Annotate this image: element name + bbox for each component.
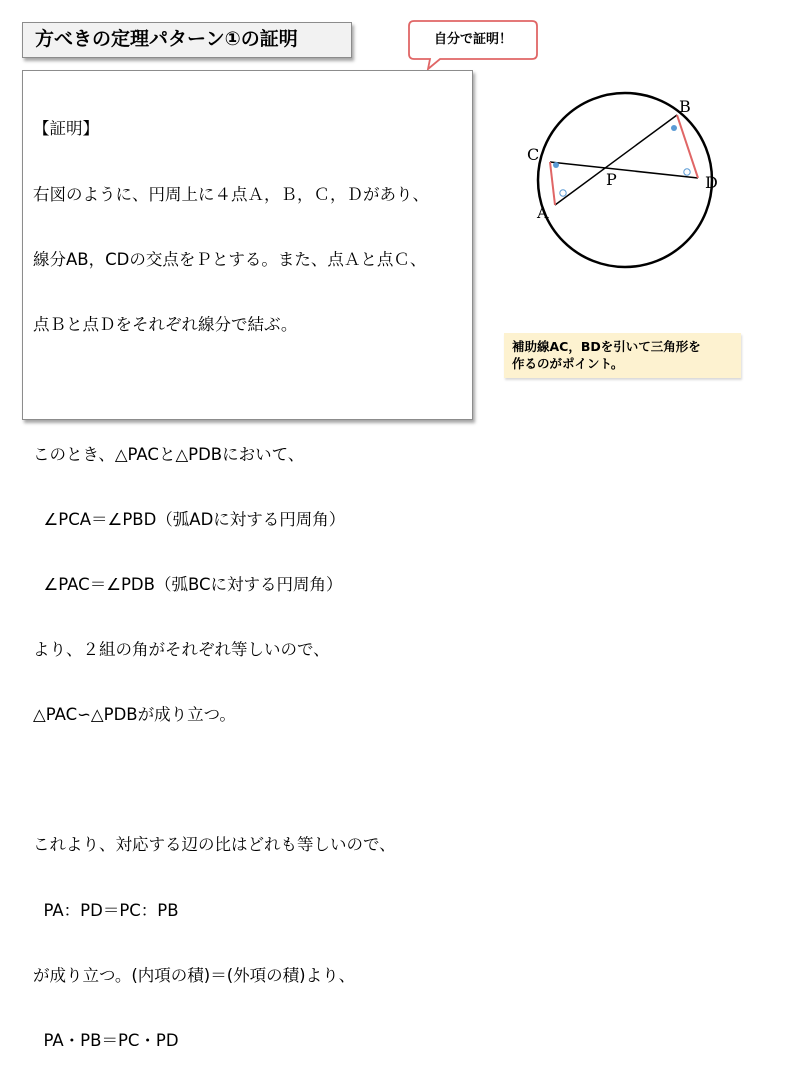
proof-line: ∠PCA＝∠PBD（弧ADに対する円周角） bbox=[33, 509, 346, 529]
proof-box bbox=[22, 70, 473, 1050]
callout bbox=[408, 20, 538, 70]
circle bbox=[538, 93, 712, 267]
label-b: B bbox=[679, 97, 691, 116]
proof-line: 右図のように、円周上に４点Ａ，Ｂ，Ｃ，Ｄがあり、 bbox=[33, 184, 429, 204]
label-a: A bbox=[537, 203, 549, 222]
angle-mark-d bbox=[684, 169, 690, 175]
page-title: 方べきの定理パターン①の証明 bbox=[22, 22, 352, 58]
hint-line: 補助線AC，BDを引いて三角形を bbox=[512, 339, 701, 354]
label-d: D bbox=[705, 173, 718, 192]
proof-line: PA・PB＝PC・PD bbox=[33, 1030, 179, 1050]
circle-figure bbox=[520, 90, 760, 280]
chord-ab bbox=[555, 115, 677, 205]
proof-line: 線分AB，CDの交点をＰとする。また、点Ａと点Ｃ、 bbox=[33, 249, 427, 269]
proof-line bbox=[33, 379, 466, 401]
hint-note bbox=[504, 333, 741, 378]
proof-line: が成り立つ。(内項の積)＝(外項の積)より、 bbox=[33, 965, 356, 985]
proof-line: 【証明】 bbox=[33, 119, 99, 139]
label-c: C bbox=[527, 145, 540, 164]
proof-line: これより、対応する辺の比はどれも等しいので、 bbox=[33, 835, 396, 855]
label-p: P bbox=[606, 170, 617, 189]
angle-mark-a bbox=[560, 190, 566, 196]
angle-mark-b bbox=[671, 125, 677, 131]
proof-line: このとき、△PACと△PDBにおいて、 bbox=[33, 444, 305, 464]
aux-line-ac bbox=[550, 162, 555, 205]
proof-line: △PAC∽△PDBが成り立つ。 bbox=[33, 705, 236, 725]
callout-text: 自分で証明！ bbox=[433, 32, 512, 47]
proof-line: PA：PD＝PC：PB bbox=[33, 900, 179, 920]
hint-line: 作るのがポイント。 bbox=[512, 356, 624, 371]
proof-line: 点Ｂと点Ｄをそれぞれ線分で結ぶ。 bbox=[33, 314, 298, 334]
chord-cd bbox=[550, 162, 698, 178]
proof-line: より、２組の角がそれぞれ等しいので、 bbox=[33, 640, 330, 660]
proof-line bbox=[33, 769, 466, 791]
proof-line: ∠PAC＝∠PDB（弧BCに対する円周角） bbox=[33, 575, 343, 595]
angle-mark-c bbox=[553, 162, 559, 168]
